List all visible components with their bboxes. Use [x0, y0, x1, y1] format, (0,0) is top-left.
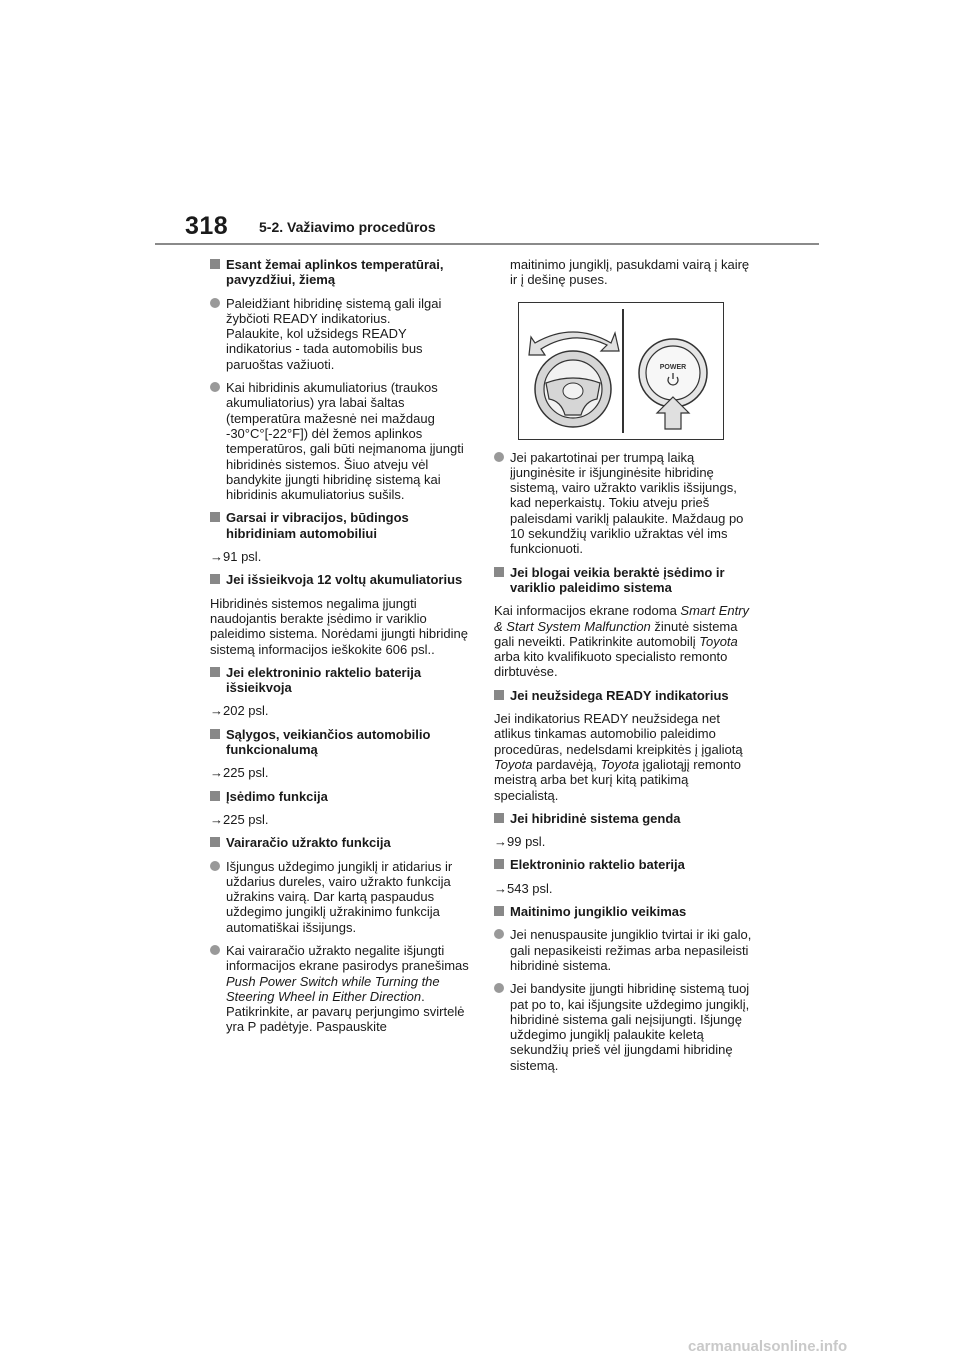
page-reference: →543 psl.: [494, 880, 553, 896]
square-bullet-icon: [210, 512, 220, 522]
bullet-text: Kai vairaračio užrakto negalite išjungti informacijos ekrane pasirodys pranešimas Push Power Switch while Turning the Steering Wheel in Either Direction. Patikrinkite, ar pavarų perjungimo svirtelė yra P padėtyje. Paspauskite: [226, 942, 469, 1035]
section-low-temperature: [210, 257, 472, 288]
bullet-text: Paleidžiant hibridinę sistemą gali ilgai žybčioti READY indikatorius. Palaukite, kol užsidegs READY indikatorius - tada automobilis bus paruoštas važiuoti.: [226, 295, 442, 372]
body-paragraph: maitinimo jungiklį, pasukdami vairą į kairę ir į dešinę puses.: [510, 257, 750, 288]
bullet-item: [494, 927, 756, 973]
steering-wheel-power-illustration: [519, 303, 723, 439]
section-heading: Vairaračio užrakto funkcija: [226, 835, 391, 851]
square-bullet-icon: [210, 729, 220, 739]
square-bullet-icon: [494, 813, 504, 823]
section-heading: Įsėdimo funkcija: [226, 788, 328, 804]
square-bullet-icon: [494, 567, 504, 577]
page-header: [0, 0, 960, 250]
square-bullet-icon: [494, 690, 504, 700]
bullet-text: Jei nenuspausite jungiklio tvirtai ir iki galo, gali nepasikeisti režimas arba nepasileisti hibridinė sistema.: [510, 927, 752, 973]
steering-wheel-icon: [535, 351, 611, 427]
round-bullet-icon: [210, 298, 220, 308]
display-message: Smart Entry & Start System Malfunction: [494, 603, 750, 634]
bullet-item: [494, 981, 756, 1073]
section-title: 5-2. Važiavimo procedūros: [259, 219, 436, 235]
page-reference: →91 psl.: [210, 549, 262, 565]
square-bullet-icon: [494, 906, 504, 916]
section-heading: Esant žemai aplinkos temperatūrai, pavyzdžiui, žiemą: [226, 257, 444, 288]
body-paragraph: Kai informacijos ekrane rodoma Smart Entry & Start System Malfunction žinutė sistema gali neveikti. Patikrinkite automobilį Toyota arba kito kvalifikuoto specialisto remonto dirbtuvėse.: [494, 603, 750, 680]
page-reference: →225 psl.: [210, 765, 269, 781]
section-heading: Jei išsieikvoja 12 voltų akumuliatorius: [226, 572, 463, 588]
bullet-item: [210, 943, 472, 1035]
round-bullet-icon: [494, 452, 504, 462]
square-bullet-icon: [210, 791, 220, 801]
bullet-text: Kai hibridinis akumuliatorius (traukos akumuliatorius) yra labai šaltas (temperatūra mažesnė nei maždaug -30°C°[-22°F]) dėl žemos aplinkos temperatūros, gali būti neįmanoma įjungti hibridinės sistemos. Šiuo atveju vėl bandykite įjungti hibridinę sistemą kai hibridinis akumuliatorius sušils.: [226, 380, 464, 503]
page-reference: →225 psl.: [210, 811, 269, 827]
section-sounds-vibrations: [210, 510, 472, 541]
bullet-item: [494, 450, 756, 557]
section-conditions: [210, 727, 472, 758]
section-12v-battery: [210, 572, 472, 587]
square-bullet-icon: [210, 574, 220, 584]
section-heading: Elektroninio raktelio baterija: [510, 857, 685, 873]
section-heading: Maitinimo jungiklio veikimas: [510, 904, 687, 920]
left-column: [210, 257, 472, 1043]
square-bullet-icon: [210, 837, 220, 847]
bullet-text: Išjungus uždegimo jungiklį ir atidarius ir uždarius dureles, vairo užrakto funkcija užrakins vairą. Dar kartą paspaudus uždegimo jungiklį užrakinimo funkcija automatiškai išsijungs.: [226, 858, 453, 935]
bullet-item: [210, 296, 472, 372]
section-electronic-key-battery: [494, 857, 756, 872]
section-heading: Sąlygos, veikiančios automobilio funkcionalumą: [226, 726, 431, 758]
right-column: [494, 257, 756, 1081]
section-heading: Jei elektroninio raktelio baterija išsieikvoja: [226, 664, 422, 696]
display-message: Push Power Switch while Turning the Steering Wheel in Either Direction: [226, 973, 440, 1004]
section-steering-lock: [210, 835, 472, 850]
bullet-item: [210, 859, 472, 935]
section-key-battery: [210, 665, 472, 696]
section-entry-function: [210, 789, 472, 804]
round-bullet-icon: [210, 945, 220, 955]
steering-power-figure: [518, 302, 724, 440]
section-heading: Jei hibridinė sistema genda: [510, 810, 681, 826]
brand-name: Toyota: [600, 756, 640, 772]
power-label: POWER: [659, 363, 687, 371]
section-keyless-malfunction: [494, 565, 756, 596]
round-bullet-icon: [210, 861, 220, 871]
bullet-item: [210, 380, 472, 502]
section-ready-indicator: [494, 688, 756, 703]
page-number: 318: [185, 212, 229, 240]
square-bullet-icon: [210, 259, 220, 269]
section-heading: Garsai ir vibracijos, būdingos hibridiniam automobiliui: [226, 510, 409, 541]
brand-name: Toyota: [494, 756, 533, 772]
bullet-text: Jei pakartotinai per trumpą laiką įjunginėsite ir išjunginėsite hibridinę sistemą, vairo užrakto variklis išsijungs, kad neperkaistų. Tokiu atveju prieš paleisdami variklį palaukite. Maždaug po 10 sekundžių variklio užraktas vėl ims funkcionuoti.: [510, 449, 744, 557]
watermark: carmanualsonline.info: [688, 1338, 848, 1355]
section-heading: Jei neužsidega READY indikatorius: [510, 687, 729, 703]
bullet-text: Jei bandysite įjungti hibridinę sistemą tuoj pat po to, kai išjungsite uždegimo jungiklį, hibridinė sistema gali neįsijungti. Išjungę uždegimo jungiklį palaukite keletą sekundžių prieš vėl įjungdami hibridinę sistemą.: [510, 981, 750, 1073]
square-bullet-icon: [494, 859, 504, 869]
page-reference: →99 psl.: [494, 834, 546, 850]
section-heading: Jei blogai veikia beraktė įsėdimo ir variklio paleidimo sistema: [510, 564, 725, 595]
square-bullet-icon: [210, 667, 220, 677]
section-hybrid-failure: [494, 811, 756, 826]
brand-name: Toyota: [699, 633, 738, 649]
body-paragraph: Hibridinės sistemos negalima įjungti naudojantis berakte įsėdimo ir variklio paleidimo sistema. Norėdami įjungti hibridinę sistemą informacijos ieškokite 606 psl..: [210, 595, 468, 657]
page-reference: →202 psl.: [210, 703, 269, 719]
body-paragraph: Jei indikatorius READY neužsidega net atlikus tinkamas automobilio paleidimo procedūras, nedelsdami kreipkitės į įgaliotą Toyota pardavėją, Toyota įgaliotąjį remonto meistrą arba bet kurį kitą patikimą specialistą.: [494, 711, 743, 803]
section-power-switch-operation: [494, 904, 756, 919]
header-rule: [155, 243, 819, 245]
